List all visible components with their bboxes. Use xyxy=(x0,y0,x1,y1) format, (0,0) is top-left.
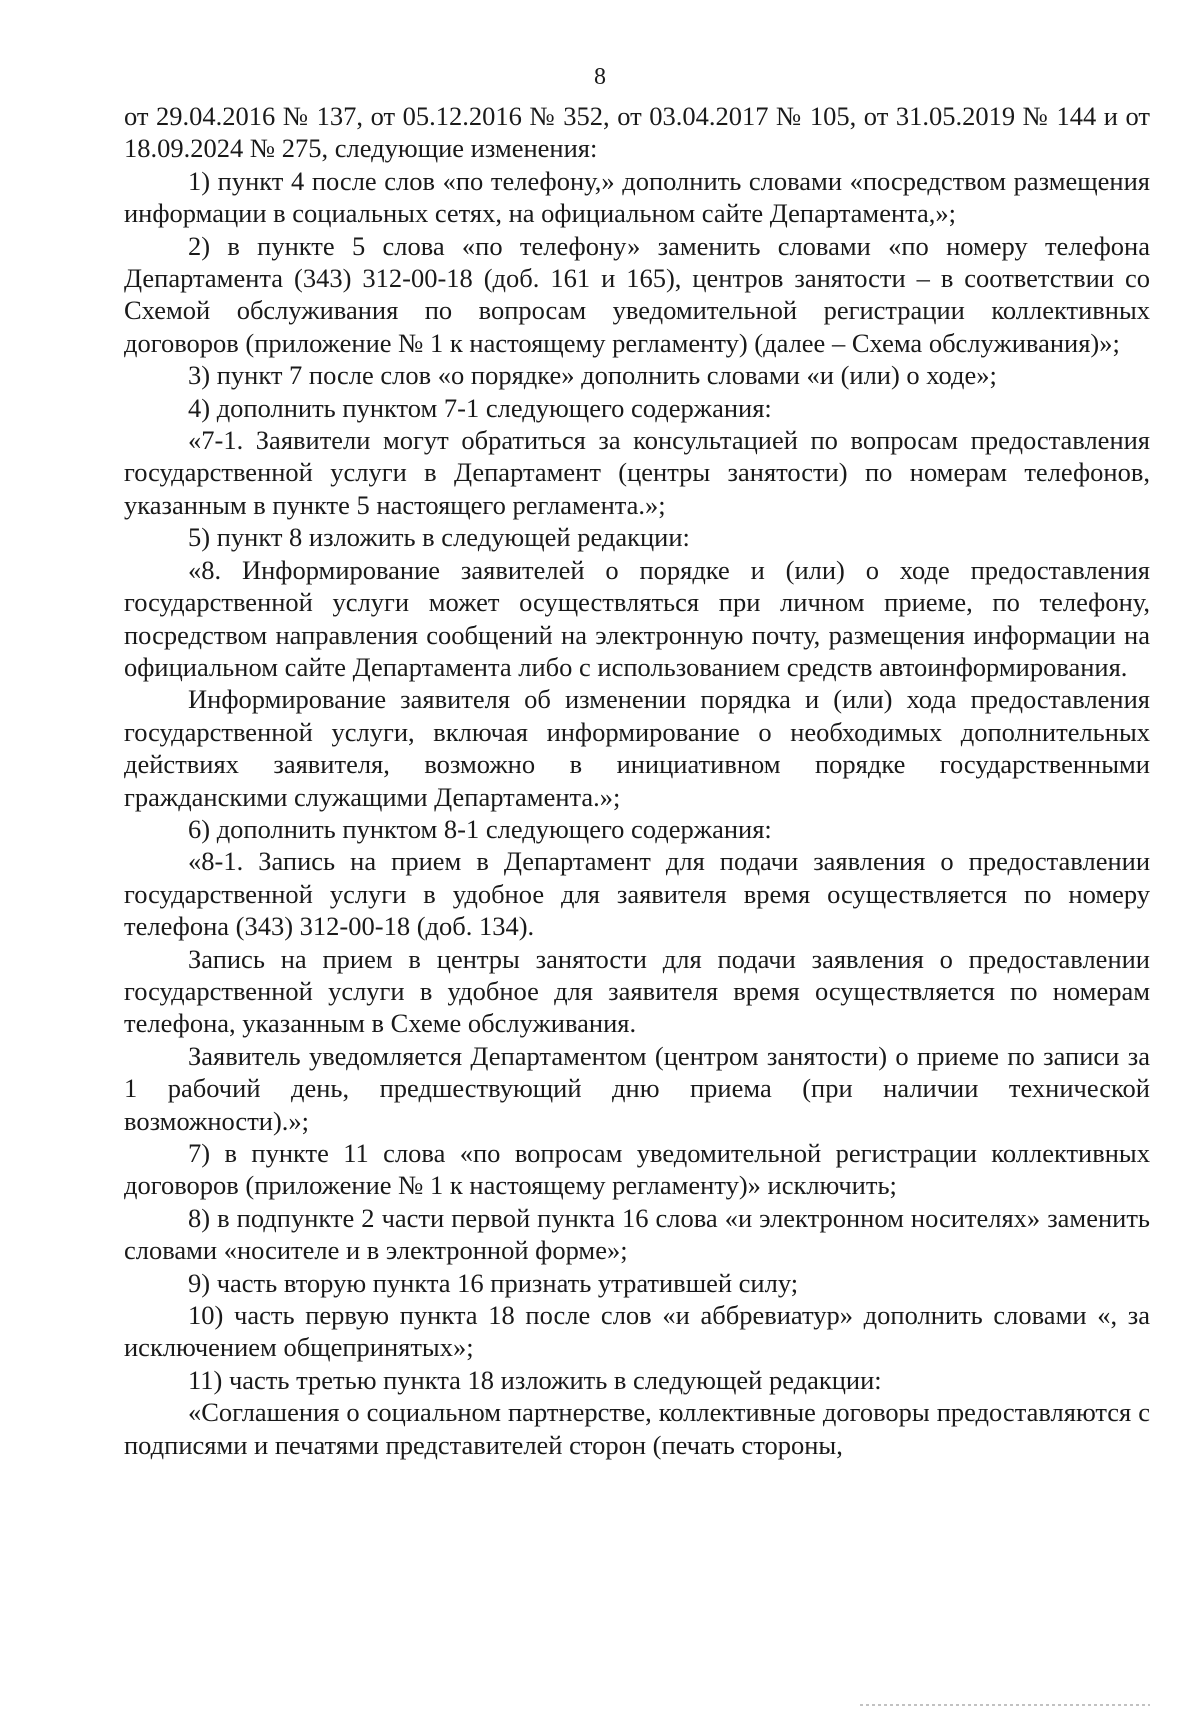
paragraph-item-10: 10) часть первую пункта 18 после слов «и аббревиатур» дополнить словами «, за исключением общепринятых»; xyxy=(124,1300,1150,1363)
paragraph-quote-agreements: «Соглашения о социальном партнерстве, коллективные договоры предоставляются с подписями и печатями представителей сторон (печать стороны, xyxy=(124,1397,1150,1460)
paragraph-quote-8: «8. Информирование заявителей о порядке и (или) о ходе предоставления государственной услуги может осуществляться при личном приеме, по телефону, посредством направления сообщений на электронную почту, размещения информации на официальном сайте Департамента либо с использованием средств автоинформирования. xyxy=(124,554,1150,682)
document-body xyxy=(124,100,1150,1461)
paragraph-item-7: 7) в пункте 11 слова «по вопросам уведомительной регистрации коллективных договоров (приложение № 1 к настоящему регламенту)» исключить; xyxy=(124,1138,1150,1201)
paragraph-item-5: 5) пункт 8 изложить в следующей редакции: xyxy=(188,522,690,553)
paragraph-item-1: 1) пункт 4 после слов «по телефону,» дополнить словами «посредством размещения информации в социальных сетях, на официальном сайте Департамента,»; xyxy=(124,165,1150,229)
paragraph-quote-8-1: «8-1. Запись на прием в Департамент для подачи заявления о предоставлении государственной услуги в удобное для заявителя время осуществляется по номеру телефона (343) 312-00-18 (доб. 134). xyxy=(124,846,1150,942)
paragraph-item-3: 3) пункт 7 после слов «о порядке» дополнить словами «и (или) о ходе»; xyxy=(188,360,997,391)
scan-edge-artifact xyxy=(860,1704,1150,1706)
paragraph-item-8: 8) в подпункте 2 части первой пункта 16 слова «и электронном носителях» заменить словами «носителе и в электронной форме»; xyxy=(124,1202,1150,1266)
paragraph-item-11: 11) часть третью пункта 18 изложить в следующей редакции: xyxy=(188,1364,882,1395)
paragraph-quote-8-1-notification: Заявитель уведомляется Департаментом (центром занятости) о приеме по записи за 1 рабочий день, предшествующий дню приема (при наличии технической возможности).»; xyxy=(124,1040,1150,1136)
page-number: 8 xyxy=(594,64,606,90)
paragraph-quote-8-continued: Информирование заявителя об изменении порядка и (или) хода предоставления государственной услуги, включая информирование о необходимых дополнительных действиях заявителя, возможно в инициативном порядке государственными гражданскими служащими Департамента.»; xyxy=(124,684,1150,812)
paragraph-item-6: 6) дополнить пунктом 8-1 следующего содержания: xyxy=(188,813,772,844)
paragraph-item-2: 2) в пункте 5 слова «по телефону» заменить словами «по номеру телефона Департамента (343) 312-00-18 (доб. 161 и 165), центров занятости – в соответствии со Схемой обслуживания по вопросам уведомительной регистрации коллективных договоров (приложение № 1 к настоящему регламенту) (далее – Схема обслуживания)»; xyxy=(124,230,1150,358)
paragraph-quote-8-1-centers: Запись на прием в центры занятости для подачи заявления о предоставлении государственной услуги в удобное для заявителя время осуществляется по номерам телефона, указанным в Схеме обслуживания. xyxy=(124,943,1150,1039)
paragraph-quote-7-1: «7-1. Заявители могут обратиться за консультацией по вопросам предоставления государственной услуги в Департамент (центры занятости) по номерам телефонов, указанным в пункте 5 настоящего регламента.»; xyxy=(124,425,1150,520)
paragraph-item-9: 9) часть вторую пункта 16 признать утратившей силу; xyxy=(188,1267,799,1298)
paragraph-intro: от 29.04.2016 № 137, от 05.12.2016 № 352, от 03.04.2017 № 105, от 31.05.2019 № 144 и от 18.09.2024 № 275, следующие изменения: xyxy=(124,101,1150,164)
paragraph-item-4: 4) дополнить пунктом 7-1 следующего содержания: xyxy=(188,392,772,423)
